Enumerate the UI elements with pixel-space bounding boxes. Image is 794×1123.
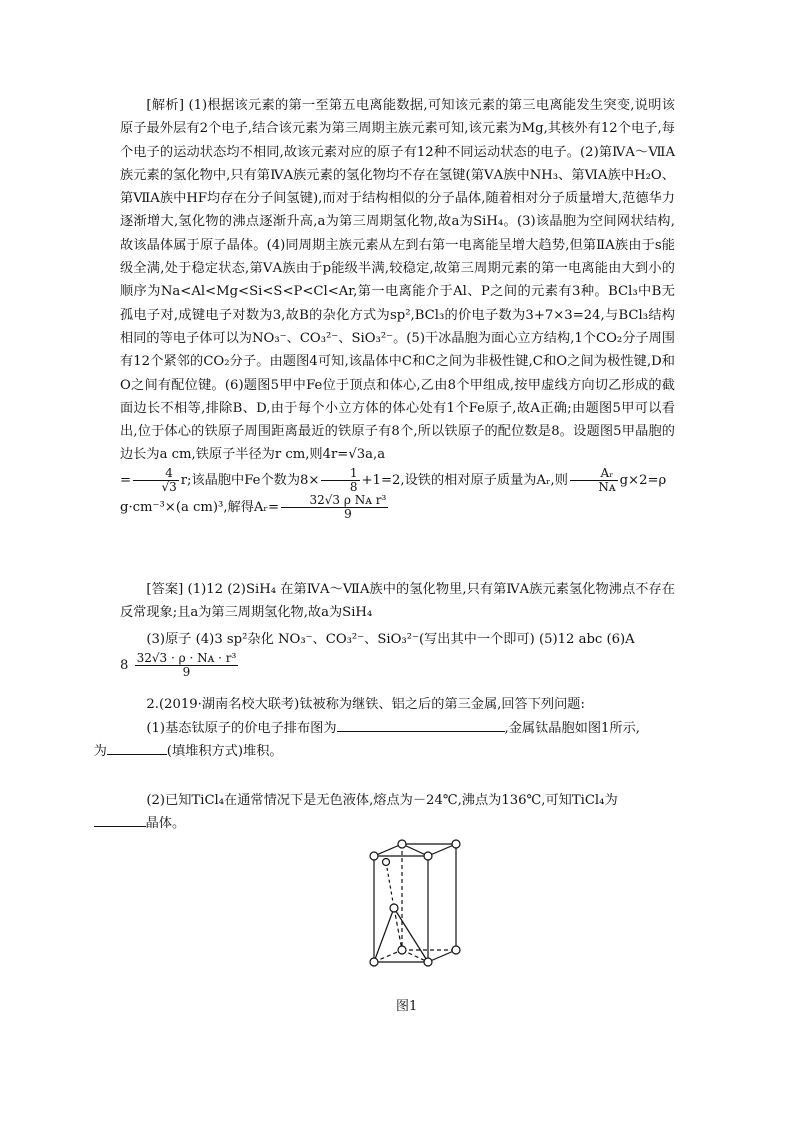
- answer-line-2-paragraph: [120, 628, 675, 651]
- fraction-ar-over-na: $\frac{\text{Aᵣ}}{\text{Nᴀ}}$: [570, 467, 618, 494]
- analysis-text-2: g·cm⁻³×(a cm)³,解得Aᵣ=: [120, 499, 280, 515]
- analysis-tag: [解析]: [146, 98, 184, 113]
- question-2-stem: 2.(2019·湖南名校大联考)钛被称为继铁、铝之后的第三金属,回答下列问题:: [146, 697, 585, 712]
- analysis-r-unit: r cm: [274, 447, 306, 463]
- answer-blank-1[interactable]: [337, 717, 505, 732]
- answer-tag: [答案]: [146, 582, 184, 597]
- analysis-text-1: (1)根据该元素的第一至第五电离能数据,可知该元素的第三电离能发生突变,说明该原子最外层有2个电子,结合该元素为第三周期主族元素可知,该元素为Mg,其核外有12个电子,每个电子的运动状态均不相同,故该元素对应的原子有12种不同运动状态的电子。(2)第ⅣA～ⅦA族元素的氢化物中,只有第ⅣA族元素的氢化物均不存在氢键(第ⅤA族中NH₃、第ⅥA族中H₂O、第ⅦA族中HF均存在分子间氢键),而对于结构相似的分子晶体,随着相对分子质量增大,范德华力逐渐增大,氢化物的沸点逐渐升高,a为第三周期氢化物,故a为SiH₄。(3)该晶胞为空间网状结构,故该晶体属于原子晶体。(4)同周期主族元素从左到右第一电离能呈增大趋势,但第ⅡA族由于s能级全满,处于稳定状态,第ⅤA族由于p能级半满,较稳定,故第三周期元素的第一电离能由大到小的顺序为Na<Al<Mg<Si<S<P<Cl<Ar,第一电离能介于Al、P之间的元素有3种。BCl₃中B无孤电子对,成键电子对数为3,故B的杂化方式为sp²,BCl₃的价电子数为3+7×3=24,与BCl₃结构相同的等电子体可以为NO₃⁻、CO₃²⁻、SiO₃²⁻。(5)干冰晶胞为面心立方结构,1个CO₂分子周围有12个紧邻的CO₂分子。由题图4可知,该晶体中C和C之间为非极性键,C和O之间为极性键,D和O之间有配位键。(6)题图5甲中Fe位于顶点和体心,乙由8个甲组成,按甲虚线方向切乙形成的截面边长不相等,排除B、D,由于每个小立方体的体心处有1个Fe原子,故A正确;由题图5甲可以看出,位于体心的铁原子周围距离最近的铁原子有8个,所以铁原子的配位数是8。设题图5甲晶胞的边长为: [120, 98, 675, 463]
- fraction-1-over-8: $\frac{1}{8}$: [321, 467, 359, 494]
- analysis-paragraph: [120, 94, 675, 521]
- answer-line-3-prefix: 8: [120, 658, 129, 673]
- analysis-text-1c: ,则4r=√3a,a: [305, 447, 386, 463]
- question-2-part-2: (2)已知TiCl₄在通常情况下是无色液体,熔点为－24℃,沸点为136℃,可知TiCl₄为 晶体。: [120, 789, 675, 836]
- analysis-text-1d: r;该晶胞中Fe个数为8×: [180, 472, 320, 488]
- analysis-text-1f: g×2=ρ: [619, 472, 667, 488]
- analysis-text-1e: +1=2,设铁的相对原子质量为Aᵣ,则: [361, 472, 568, 488]
- fraction-answer: $\frac{\text{32√3 · ρ · Nᴀ · r³}}{9}$: [136, 651, 237, 679]
- fraction-4-over-sqrt3: $\frac{4}{√3}$: [133, 467, 179, 494]
- hcp-unit-cell-figure: [358, 834, 468, 994]
- answer-line-3-paragraph: [120, 652, 675, 679]
- answer-blank-2[interactable]: [107, 740, 167, 755]
- answer-blank-3[interactable]: [94, 812, 146, 827]
- answer-paragraph: [120, 578, 675, 625]
- analysis-text-1b: ,铁原子半径为: [191, 447, 275, 463]
- figure-caption: 图1: [396, 999, 418, 1014]
- analysis-a-unit: a cm: [159, 447, 192, 463]
- analysis-eq-prefix: =: [120, 472, 132, 488]
- question-2-part-1: (1)基态钛原子的价电子排布图为 ,金属钛晶胞如图1所示, 为 (填堆积方式)堆积。: [120, 717, 675, 764]
- answer-line-2: (3)原子 (4)3 sp²杂化 NO₃⁻、CO₃²⁻、SiO₃²⁻(写出其中一个即可) (5)12 abc (6)A: [146, 632, 635, 647]
- answer-line-1: (1)12 (2)SiH₄ 在第ⅣA～ⅦA族中的氢化物里,只有第ⅣA族元素氢化物沸点不存在反常现象;且a为第三周期氢化物,故a为SiH₄: [120, 582, 675, 621]
- fraction-ar-result: $\frac{\text{32√3 ρ Nᴀ r³}}{9}$: [281, 494, 388, 521]
